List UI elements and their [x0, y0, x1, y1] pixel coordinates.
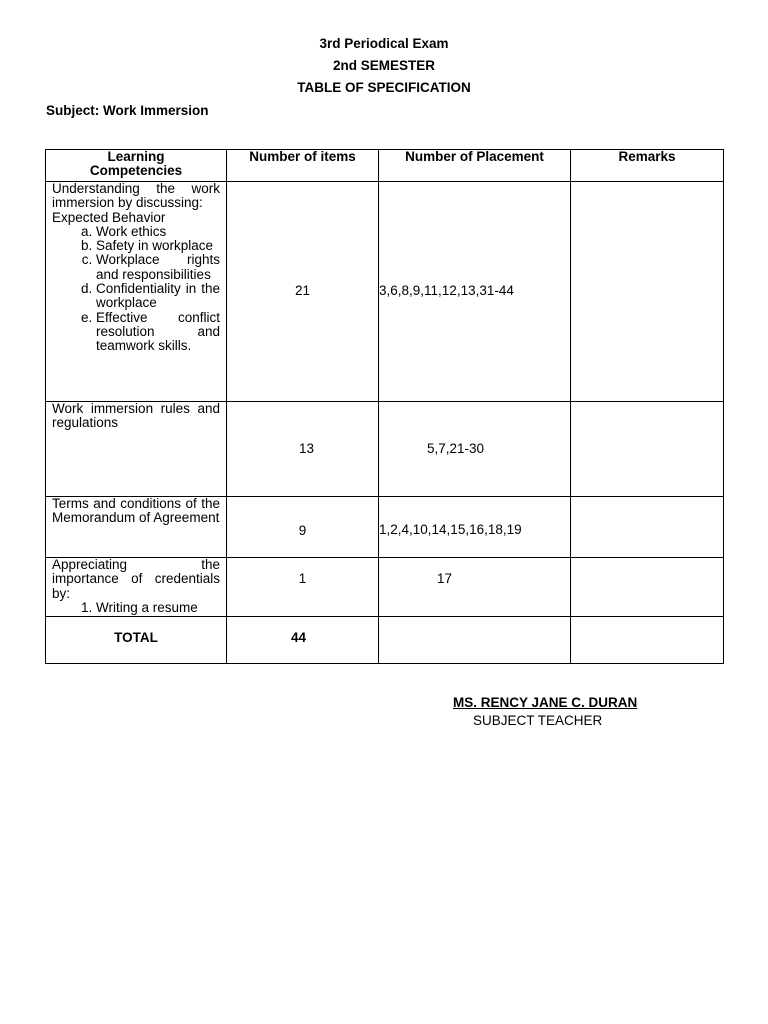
remarks-cell [571, 402, 724, 497]
teacher-role: SUBJECT TEACHER [473, 713, 603, 728]
list-item: c. Workplace rights and responsibilities [96, 253, 220, 282]
competency-cell [46, 182, 227, 402]
col-header-remarks: Remarks [571, 150, 724, 182]
competency-sub: Expected Behavior [52, 209, 166, 225]
table-row [46, 558, 724, 617]
placement-cell: 5,7,21-30 [379, 402, 571, 497]
items-count-cell: 21 [227, 182, 379, 402]
col-header-items: Number of items [227, 150, 379, 182]
competency-intro: Appreciating the importance of credentials by: [52, 557, 220, 601]
list-item: d. Confidentiality in the workplace [96, 282, 220, 311]
competency-intro: Work immersion rules and regulations [52, 401, 220, 431]
table-header-row [46, 150, 724, 182]
remarks-cell [571, 497, 724, 558]
placement-cell: 3,6,8,9,11,12,13,31-44 [379, 182, 571, 402]
col-header-placement: Number of Placement [379, 150, 571, 182]
exam-title: 3rd Periodical Exam [319, 36, 449, 51]
table-total-row [46, 617, 724, 664]
remarks-cell [571, 558, 724, 617]
subject-line: Subject: Work Immersion [46, 103, 209, 118]
competency-intro: Understanding the work immersion by discussing: [52, 181, 220, 211]
semester-title: 2nd SEMESTER [332, 58, 435, 73]
items-count-cell: 13 [227, 402, 379, 497]
list-item: a. Work ethics [96, 225, 220, 239]
competency-list [52, 601, 220, 615]
items-count-cell: 1 [227, 558, 379, 617]
total-count: 44 [227, 617, 379, 664]
list-item: e. Effective conflict resolution and teamwork skills. [96, 311, 220, 354]
placement-cell: 1,2,4,10,14,15,16,18,19 [379, 497, 571, 558]
document-title: TABLE OF SPECIFICATION [297, 80, 471, 95]
specification-table [45, 149, 724, 664]
total-placement-cell [379, 617, 571, 664]
teacher-name: MS. RENCY JANE C. DURAN [453, 695, 638, 710]
table-row [46, 182, 724, 402]
competency-cell [46, 402, 227, 497]
table-row [46, 497, 724, 558]
competency-cell [46, 558, 227, 617]
list-item: b. Safety in workplace [96, 239, 220, 253]
total-remarks-cell [571, 617, 724, 664]
col-header-competencies: Learning Competencies [46, 150, 227, 182]
competency-cell [46, 497, 227, 558]
placement-cell: 17 [379, 558, 571, 617]
items-count-cell: 9 [227, 497, 379, 558]
competency-list [52, 225, 220, 354]
list-item: 1. Writing a resume [96, 601, 220, 615]
remarks-cell [571, 182, 724, 402]
table-row [46, 402, 724, 497]
total-label: TOTAL [46, 617, 227, 664]
competency-intro: Terms and conditions of the Memorandum of Agreement [52, 496, 220, 526]
